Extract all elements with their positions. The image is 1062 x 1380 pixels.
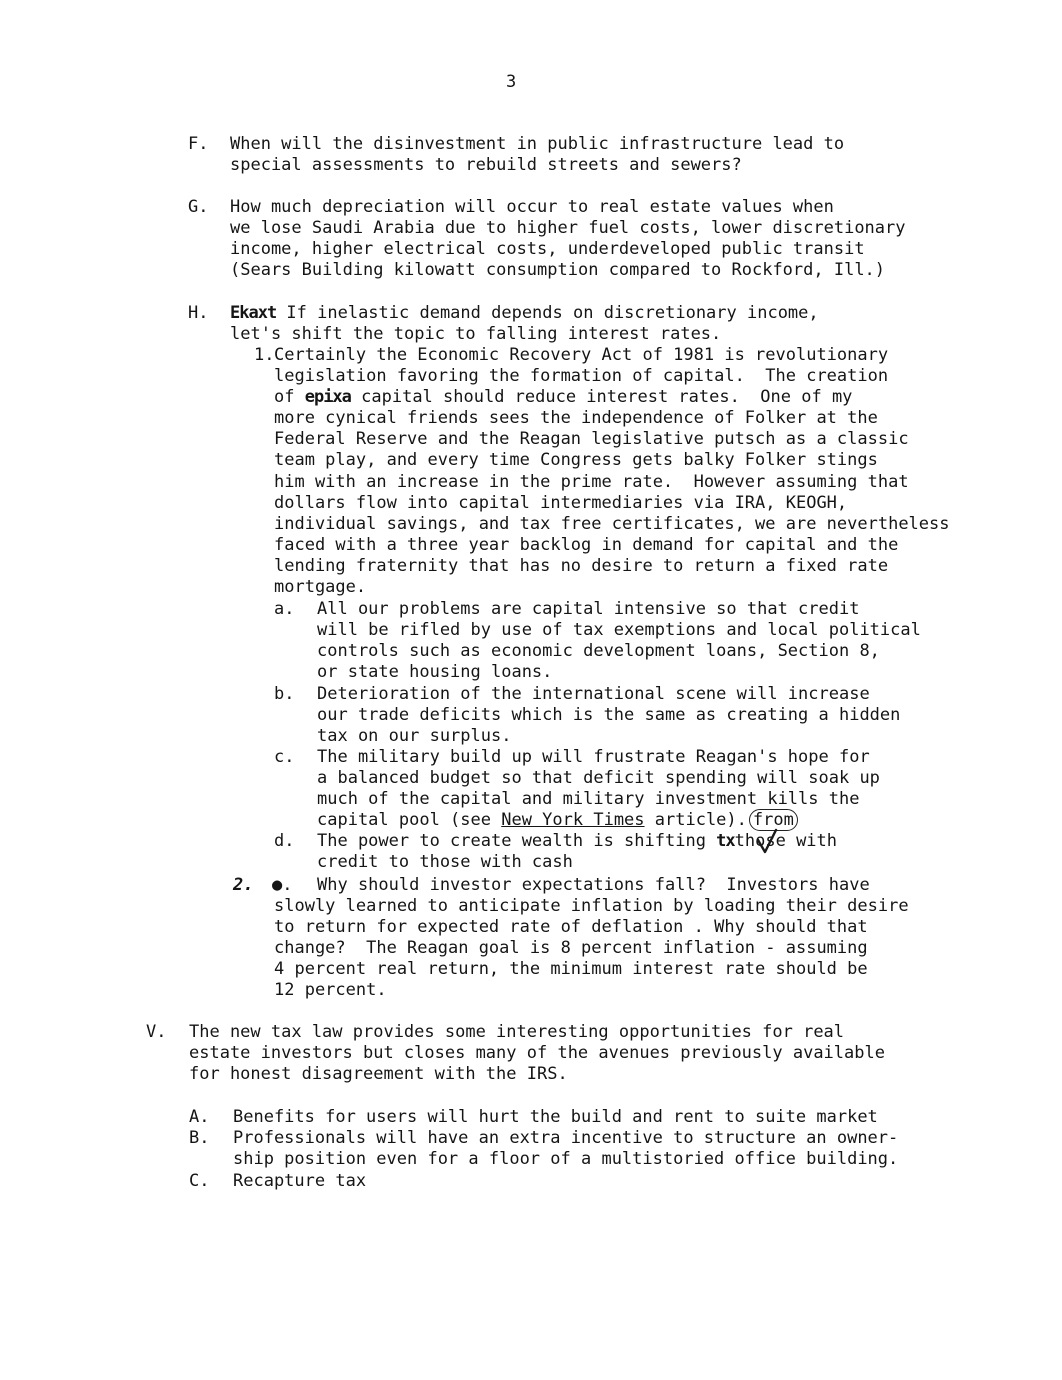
text-line: our trade deficits which is the same as creating a hidden [317, 705, 901, 726]
item-h2-text-cont [274, 896, 909, 1001]
item-g-text [230, 197, 906, 281]
struck-text: tx [716, 831, 735, 851]
text-line: Recapture tax [233, 1171, 367, 1191]
item-h2-text [317, 875, 870, 896]
text-line: 12 percent. [274, 980, 387, 1001]
item-h1a-text [317, 599, 921, 683]
item-label-h1c: c. [274, 747, 295, 767]
text-line [230, 303, 819, 324]
item-label-vb: B. [189, 1128, 210, 1148]
item-label-h2: 2. [233, 875, 254, 895]
text-fragment: capital pool (see [317, 810, 502, 831]
text-line: let's shift the topic to falling interest rates. [230, 324, 722, 345]
text-line: Certainly the Economic Recovery Act of 1981 is revolutionary [274, 345, 889, 365]
newspaper-title: New York Times [501, 810, 645, 831]
text-line: slowly learned to anticipate inflation by loading their desire [274, 896, 909, 916]
text-fragment: those with [734, 831, 838, 851]
text-fragment: article). [644, 810, 747, 831]
item-h1-text [274, 345, 950, 598]
text-line: mortgage. [274, 577, 367, 598]
item-h-text [230, 303, 819, 345]
text-line: ship position even for a floor of a multistoried office building. [233, 1149, 899, 1170]
page-number: 3 [506, 72, 517, 92]
text-line: faced with a three year backlog in demand for capital and the [274, 534, 899, 555]
item-label-f: F. [188, 134, 209, 154]
text-line: change? The Reagan goal is 8 percent inflation - assuming [274, 938, 868, 959]
text-line: tax on our surplus. [317, 726, 512, 747]
text-line: legislation favoring the formation of capital. The creation [274, 366, 889, 387]
struck-label: ●. [272, 875, 293, 895]
text-line: more cynical friends sees the independence of Folker at the [274, 408, 878, 429]
item-label-h1b: b. [274, 684, 295, 704]
text-line: individual savings, and tax free certificates, we are nevertheless [274, 513, 950, 534]
text-line: Professionals will have an extra incentive to structure an owner- [233, 1128, 899, 1148]
text-line: controls such as economic development loans, Section 8, [317, 641, 880, 662]
text-line: Deterioration of the international scene will increase [317, 684, 870, 704]
item-label-h1a: a. [274, 599, 295, 619]
text-line: dollars flow into capital intermediaries via IRA, KEOGH, [274, 492, 848, 513]
text-line: for honest disagreement with the IRS. [189, 1064, 568, 1085]
text-line: How much depreciation will occur to real estate values when [230, 197, 834, 217]
text-line: 4 percent real return, the minimum interest rate should be [274, 959, 868, 980]
section-v-text [189, 1022, 885, 1085]
item-va-text [233, 1107, 878, 1128]
text-line: All our problems are capital intensive so that credit [317, 599, 860, 619]
text-line: Federal Reserve and the Reagan legislative putsch as a classic [274, 429, 909, 450]
item-label-va: A. [189, 1107, 210, 1127]
text-line: team play, and every time Congress gets balky Folker stings [274, 450, 878, 471]
text-line: will be rifled by use of tax exemptions and local political [317, 620, 921, 641]
item-label-h1d: d. [274, 831, 295, 851]
item-h1b-text [317, 684, 900, 747]
text-line: lending fraternity that has no desire to return a fixed rate [274, 555, 889, 576]
item-label-g: G. [188, 197, 209, 217]
text-line [274, 387, 950, 408]
text-line: a balanced budget so that deficit spending will soak up [317, 768, 880, 789]
text-line: to return for expected rate of deflation . Why should that [274, 917, 868, 938]
text-line: much of the capital and military investment kills the [317, 789, 860, 810]
text-line: Why should investor expectations fall? Investors have [317, 875, 870, 895]
section-label-v: V. [146, 1022, 167, 1042]
struck-text: epixa [304, 387, 351, 408]
text-line: or state housing loans. [317, 662, 553, 683]
text-line: special assessments to rebuild streets and sewers? [230, 155, 742, 176]
text-line: we lose Saudi Arabia due to higher fuel costs, lower discretionary [230, 218, 906, 239]
handwritten-check-mark-icon [756, 828, 778, 856]
text-line: estate investors but closes many of the avenues previously available [189, 1043, 885, 1064]
text-fragment: capital should reduce interest rates. One of my [350, 387, 853, 408]
text-line: The military build up will frustrate Reagan's hope for [317, 747, 870, 767]
text-line: him with an increase in the prime rate. However assuming that [274, 471, 909, 492]
text-line [317, 810, 880, 831]
item-label-h: H. [188, 303, 209, 323]
text-line: credit to those with cash [317, 852, 573, 873]
struck-text: Ekaxt [230, 303, 277, 323]
text-line: The new tax law provides some interesting opportunities for real [189, 1022, 845, 1042]
item-vb-text [233, 1128, 898, 1170]
item-f-text [230, 134, 844, 176]
item-vc-text [233, 1171, 366, 1192]
item-h1c-text [317, 747, 880, 831]
text-fragment: The power to create wealth is shifting [317, 831, 717, 851]
item-label-vc: C. [189, 1171, 210, 1191]
handwritten-insert: from [749, 809, 798, 831]
text-line: Benefits for users will hurt the build and rent to suite market [233, 1107, 878, 1127]
text-line: When will the disinvestment in public infrastructure lead to [230, 134, 845, 154]
item-label-h1: 1. [254, 345, 275, 365]
text-fragment: If inelastic demand depends on discretionary income, [276, 303, 819, 323]
text-line: income, higher electrical costs, underdeveloped public transit [230, 239, 865, 260]
text-fragment: of [274, 387, 305, 408]
text-line: (Sears Building kilowatt consumption compared to Rockford, Ill.) [230, 260, 886, 281]
